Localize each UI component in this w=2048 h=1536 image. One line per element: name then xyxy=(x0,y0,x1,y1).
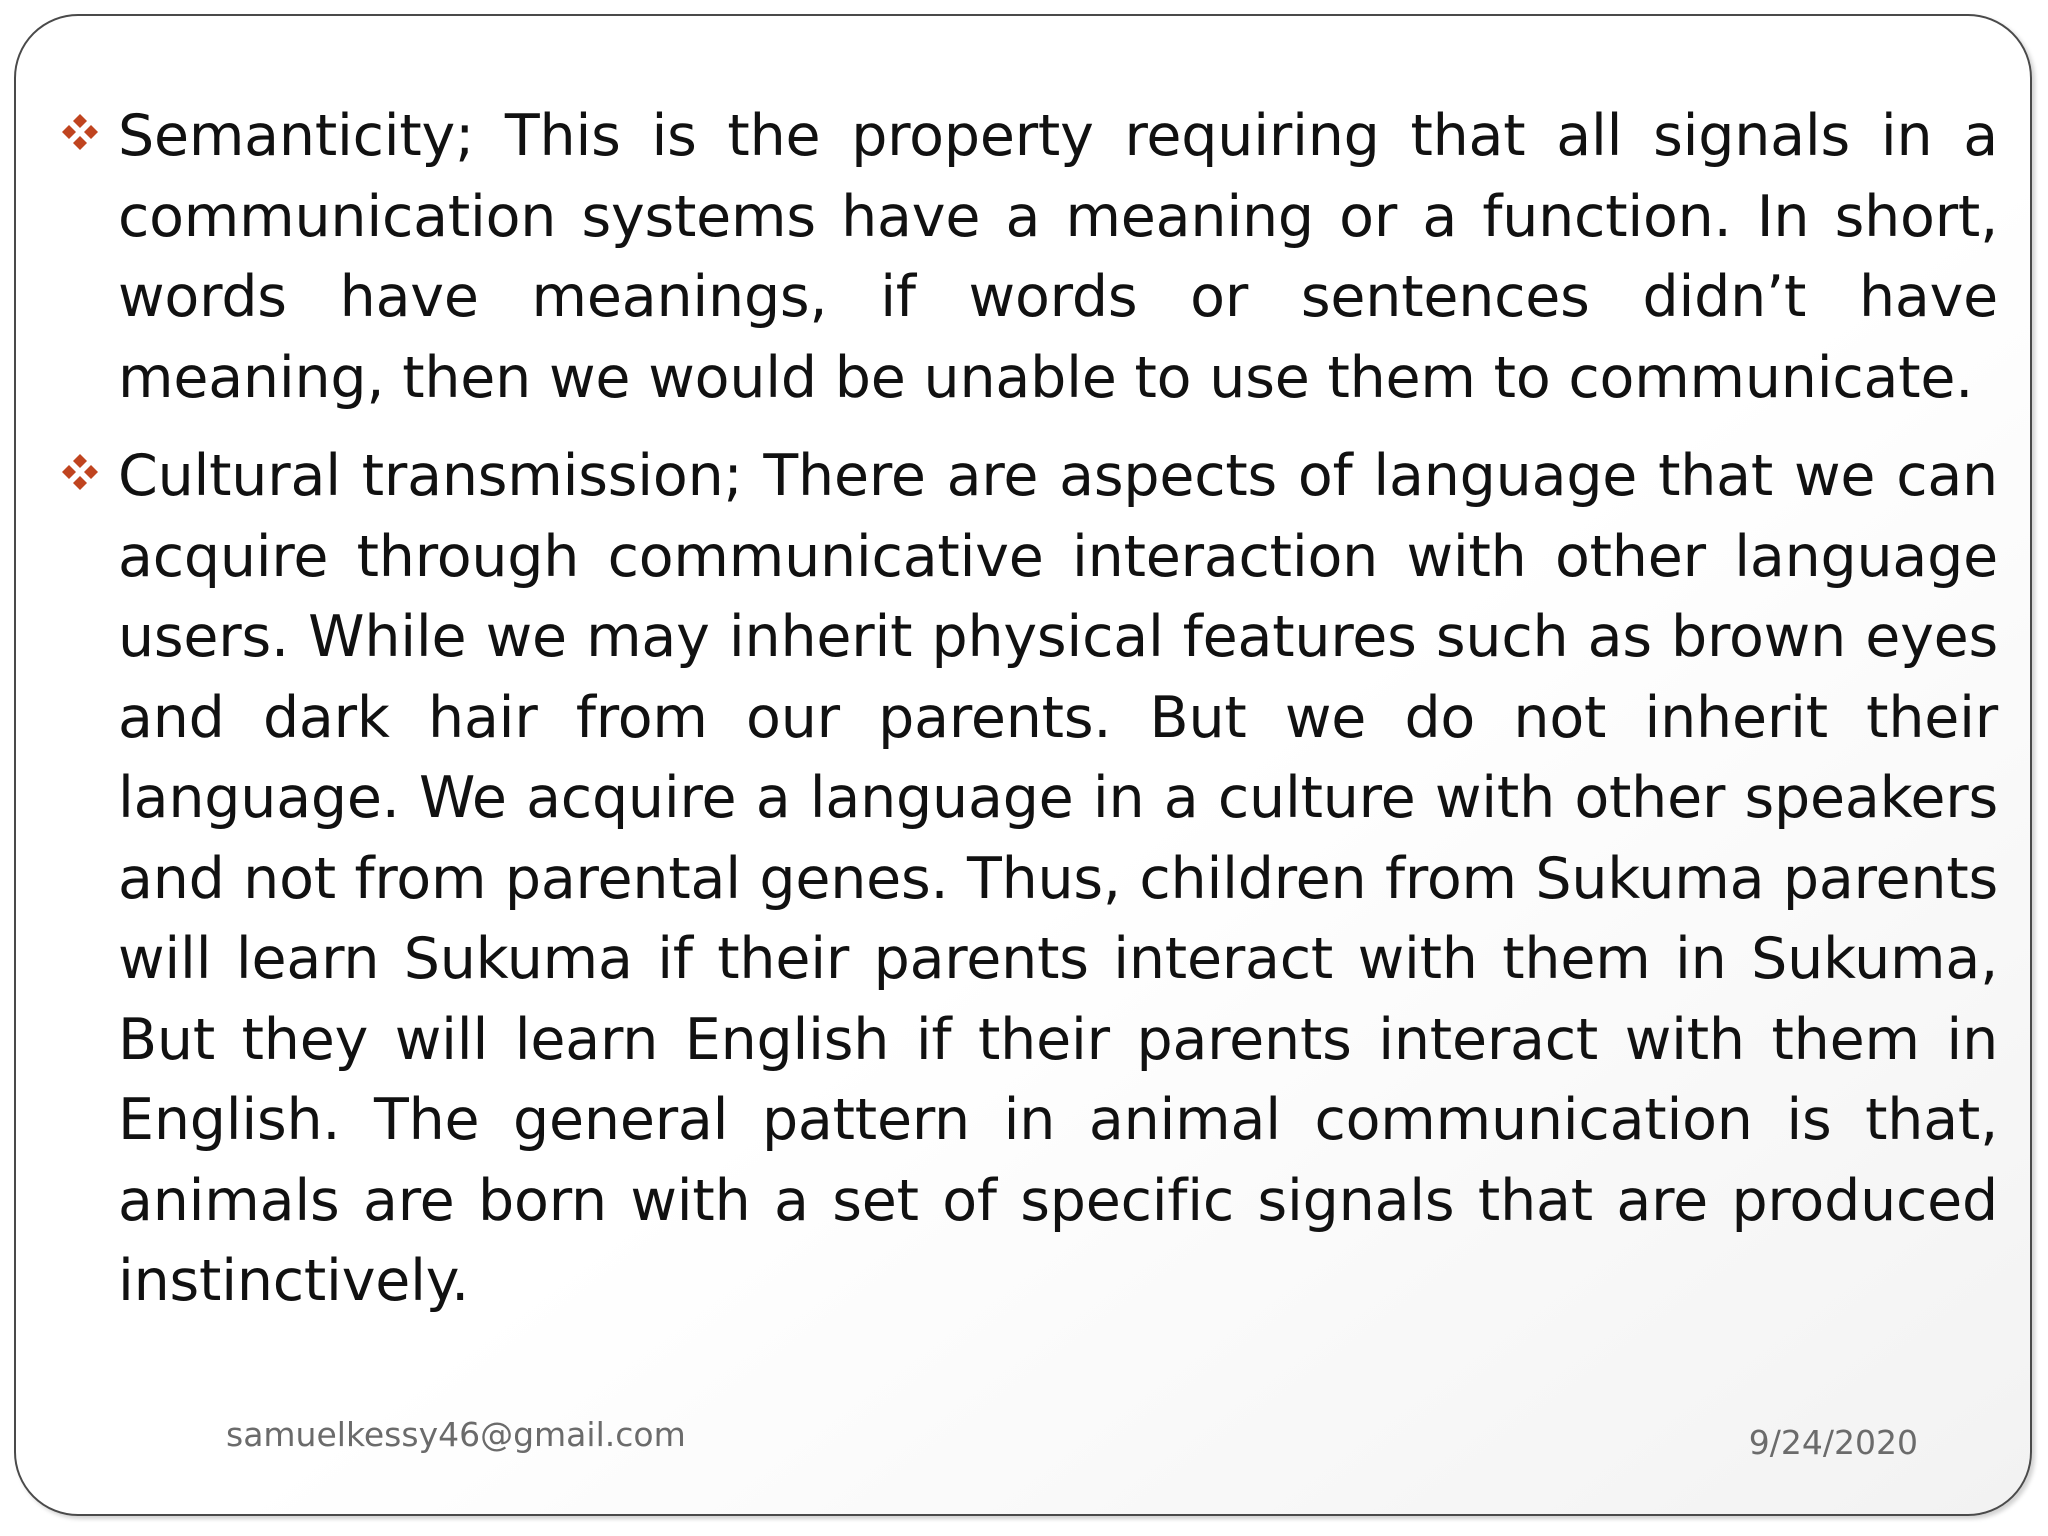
four-diamond-bullet-icon xyxy=(60,112,100,152)
bullet-cultural-transmission xyxy=(60,436,1998,1322)
footer-email: samuelkessy46@gmail.com xyxy=(226,1415,686,1454)
bullet-text: Cultural transmission; There are aspects of language that we can acquire through communicative interaction with other language users. While we may inherit physical features such as brown eyes and dark hair from our parents. But we do not inherit their language. We acquire a language in a culture with other speakers and not from parental genes. Thus, children from Sukuma parents will learn Sukuma if their parents interact with them in Sukuma, But they will learn English if their parents interact with them in English. The general pattern in animal communication is that, animals are born with a set of specific signals that are produced instinctively. xyxy=(118,443,1998,1314)
bullet-semanticity xyxy=(60,96,1998,418)
four-diamond-bullet-icon xyxy=(60,452,100,492)
slide-content xyxy=(60,96,1998,1340)
footer-date: 9/24/2020 xyxy=(1748,1423,1918,1462)
bullet-text: Semanticity; This is the property requiring that all signals in a communication systems have a meaning or a function. In short, words have meanings, if words or sentences didn’t have meaning, then we would be unable to use them to communicate. xyxy=(118,103,1998,411)
